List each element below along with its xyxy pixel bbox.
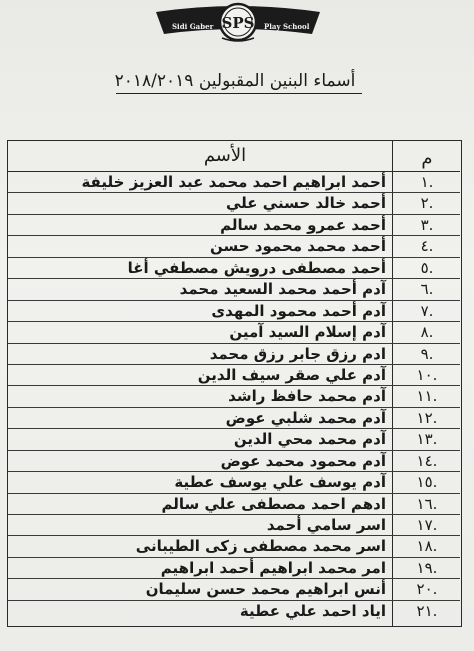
table-row	[8, 365, 460, 386]
row-number: .١٩	[416, 558, 438, 577]
logo-letters: SPS	[221, 14, 255, 32]
row-number: .٤	[420, 237, 434, 256]
student-name: آدم يوسف علي يوسف عطية	[174, 473, 386, 492]
table-row	[8, 408, 460, 429]
row-number: .١٨	[416, 537, 438, 556]
student-name: أنس ابراهيم محمد حسن سليمان	[145, 580, 386, 599]
table-row	[8, 536, 460, 557]
row-number: .٨	[420, 323, 434, 342]
student-name: أحمد ابراهيم احمد محمد عبد العزيز خليفة	[81, 173, 386, 191]
table-row	[8, 258, 460, 279]
table-row	[8, 451, 460, 472]
student-name: امر محمد ابراهيم أحمد ابراهيم	[160, 558, 386, 577]
row-number: .١٦	[416, 494, 438, 513]
student-name: آدم إسلام السيد آمين	[229, 323, 386, 342]
row-number: .٩	[420, 344, 434, 363]
table-row	[8, 515, 460, 536]
row-number: .١٧	[416, 516, 438, 534]
table-row	[8, 215, 460, 236]
row-number: .١٠	[416, 365, 438, 384]
student-name: آدم محمد شلبي عوض	[225, 408, 386, 427]
row-number: .٥	[420, 258, 434, 277]
table-row	[8, 558, 460, 579]
table-row	[8, 429, 460, 450]
table-row	[8, 386, 460, 407]
school-name-right: Play School	[264, 22, 310, 31]
header-number: م	[421, 148, 433, 169]
row-number: .٢٠	[416, 580, 438, 599]
table-row	[8, 322, 460, 343]
row-number: .٢١	[416, 601, 438, 620]
page-title: أسماء البنين المقبولين ٢٠١٨/٢٠١٩	[114, 71, 356, 91]
row-number: .٢	[420, 194, 434, 213]
names-table	[7, 140, 462, 627]
student-name: آدم أحمد محمود المهدى	[211, 301, 386, 320]
student-name: أحمد مصطفى درويش مصطفي أغا	[127, 258, 386, 277]
student-name: أحمد خالد حسني علي	[226, 194, 386, 213]
table-row	[8, 472, 460, 493]
student-name: آدم أحمد محمد السعيد محمد	[179, 280, 386, 299]
table-row	[8, 601, 460, 622]
table-row	[8, 236, 460, 257]
student-name: أحمد محمد محمود حسن	[210, 237, 386, 256]
row-number: .٧	[420, 301, 434, 320]
table-row	[8, 344, 460, 365]
row-number: .١	[420, 173, 434, 191]
student-name: ادهم احمد مصطفى علي سالم	[161, 494, 386, 513]
table-row	[8, 172, 460, 193]
school-name-left: Sidi Gaber	[172, 22, 214, 31]
table-row	[8, 494, 460, 515]
student-name: آدم محمد حافظ راشد	[228, 387, 386, 406]
row-number: .١٣	[416, 430, 438, 449]
student-name: اياد احمد علي عطية	[239, 601, 386, 620]
title-underline	[116, 93, 362, 94]
table-row	[8, 193, 460, 214]
row-number: .١١	[416, 387, 438, 406]
table-header-row	[8, 141, 460, 172]
student-name: اسر محمد مصطفى زكى الطيبانى	[135, 537, 386, 556]
student-name: آدم محمود محمد عوض	[220, 451, 386, 470]
table-row	[8, 579, 460, 600]
student-name: اسر سامي أحمد	[266, 516, 386, 534]
student-name: آدم علي صقر سيف الدين	[197, 365, 386, 384]
row-number: .٦	[420, 280, 434, 299]
row-number: .١٢	[416, 408, 438, 427]
table-row	[8, 301, 460, 322]
row-number: .١٥	[416, 473, 438, 492]
row-number: .٣	[420, 215, 434, 234]
table-body	[8, 172, 460, 622]
student-name: آدم محمد محي الدين	[233, 430, 386, 449]
student-name: أحمد عمرو محمد سالم	[220, 215, 386, 234]
school-logo	[152, 2, 324, 44]
table-row	[8, 279, 460, 300]
header-name: الأسم	[203, 145, 247, 166]
row-number: .١٤	[416, 451, 438, 470]
student-name: ادم رزق جابر رزق محمد	[209, 344, 386, 363]
